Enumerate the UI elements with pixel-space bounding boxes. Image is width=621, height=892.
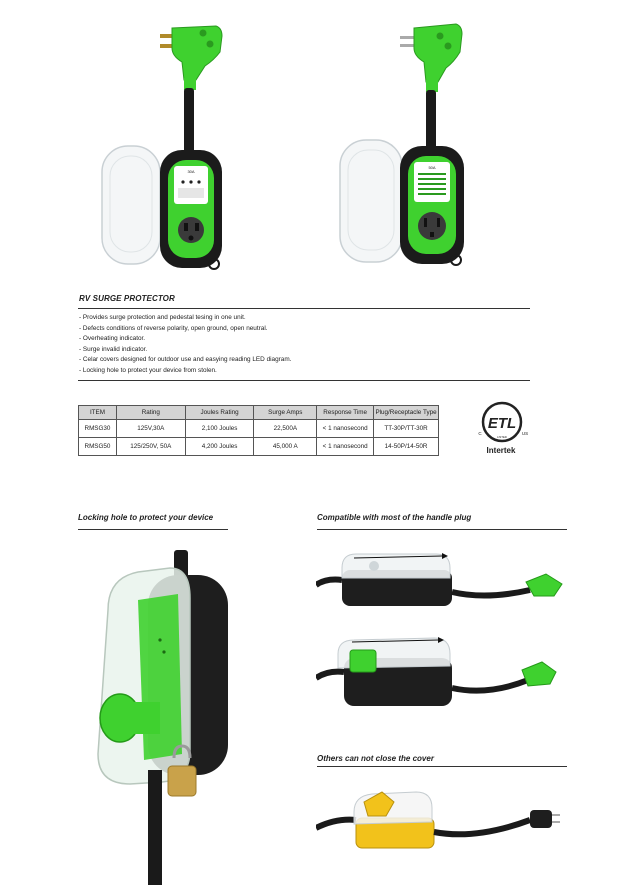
feature-item: - Overheating indicator.	[79, 335, 146, 343]
col-header-rating: Rating	[116, 406, 185, 420]
col-header-response-time: Response Time	[317, 406, 374, 420]
feature-item: - Celar covers designed for outdoor use and easying reading LED diagram.	[79, 356, 292, 364]
feature-list	[79, 313, 529, 377]
table-cell: 2,100 Joules	[185, 420, 254, 438]
caption-compatible-divider	[317, 529, 567, 530]
padlock-icon	[168, 766, 196, 796]
product-image-50a	[340, 24, 464, 265]
product-image-30a	[102, 26, 222, 269]
section-bottom-divider	[78, 380, 530, 381]
feature-item: - Surge invalid indicator.	[79, 345, 148, 353]
table-cell: < 1 nanosecond	[317, 438, 374, 456]
col-header-item: ITEM	[79, 406, 117, 420]
table-cell: TT-30P/TT-30R	[374, 420, 439, 438]
etl-listed-logo	[474, 400, 534, 458]
compatible-plug-photos	[316, 540, 571, 885]
table-header-row	[79, 406, 439, 420]
other-plug-photo	[316, 792, 560, 848]
etl-us: US	[521, 431, 529, 436]
caption-others: Others can not close the cover	[317, 754, 434, 763]
col-header-joules: Joules Rating	[185, 406, 254, 420]
table-cell: RMSG50	[79, 438, 117, 456]
feature-item: - Provides surge protection and pedestal tesing in one unit.	[79, 314, 246, 321]
col-header-plug-type: Plug/Receptacle Type	[374, 406, 439, 420]
caption-locking: Locking hole to protect your device	[78, 513, 214, 522]
caption-compatible: Compatible with most of the handle plug	[317, 513, 472, 522]
table-cell: < 1 nanosecond	[317, 420, 374, 438]
etl-mark: ETL	[487, 415, 517, 432]
compatible-photo-1	[316, 553, 562, 606]
feature-item: - Locking hole to protect your device from stolen.	[79, 366, 217, 374]
product-photos-top	[0, 0, 621, 285]
spec-table	[78, 405, 439, 456]
etl-listed: LISTED	[497, 435, 507, 439]
section-title: RV SURGE PROTECTOR	[79, 294, 175, 303]
table-row	[79, 438, 439, 456]
table-cell: 22,500A	[254, 420, 317, 438]
etl-c: C	[478, 431, 482, 436]
label-50a: 50A	[428, 165, 436, 170]
feature-item: - Defects conditions of reverse polarity, open ground, open neutral.	[79, 324, 268, 332]
table-cell: 4,200 Joules	[185, 438, 254, 456]
section-top-divider	[78, 308, 530, 309]
table-cell: 45,000 A	[254, 438, 317, 456]
caption-locking-divider	[78, 529, 228, 530]
table-row	[79, 420, 439, 438]
table-cell: 125/250V, 50A	[116, 438, 185, 456]
label-30a: 30A	[187, 169, 195, 174]
table-cell: 125V,30A	[116, 420, 185, 438]
table-cell: 14-50P/14-50R	[374, 438, 439, 456]
table-cell: RMSG30	[79, 420, 117, 438]
intertek-brand: Intertek	[486, 446, 516, 455]
locking-hole-photo	[78, 540, 253, 885]
compatible-photo-2	[316, 637, 556, 706]
col-header-surge-amps: Surge Amps	[254, 406, 317, 420]
